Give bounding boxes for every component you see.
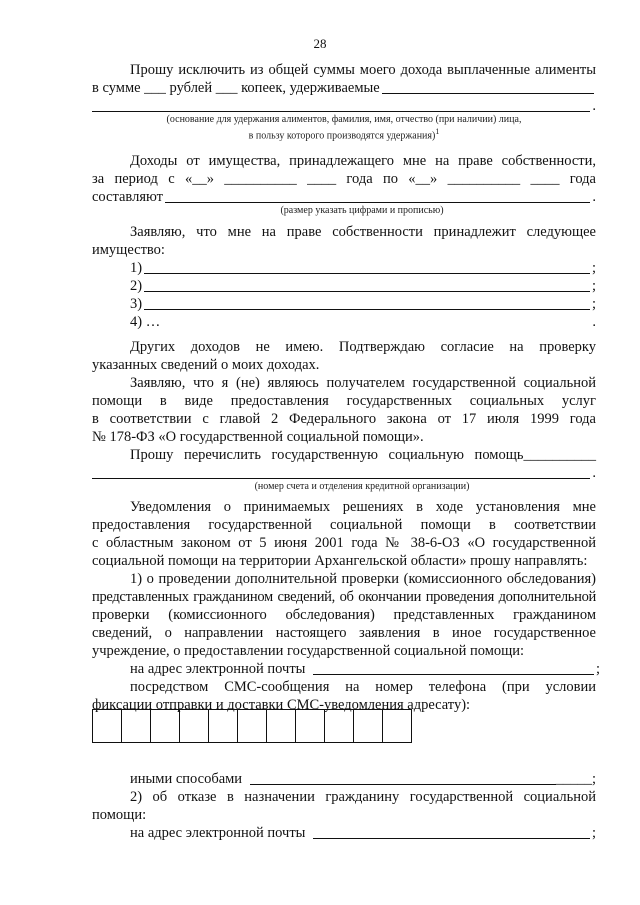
- property-list-line-2: имущество:: [92, 242, 165, 258]
- notify-item-1-line-3: проверки (комиссионного обследования) представленных гражданином: [92, 607, 596, 623]
- email-label-1: на адрес электронной почты: [130, 661, 306, 677]
- notify-item-1-line-4: сведений, о направлении настоящего заявления в иное государственное: [92, 625, 596, 641]
- transfer-account-field[interactable]: [92, 465, 590, 479]
- transfer-caption: (номер счета и отделения кредитной организации): [254, 481, 470, 492]
- notifications-line-3: с областным законом от 5 июня 2001 года № 38-6-ОЗ «О государственной: [92, 535, 596, 551]
- other-ways-field[interactable]: [250, 771, 556, 785]
- footnote-mark: 1: [435, 127, 440, 136]
- email-row-2: [130, 824, 596, 842]
- property-income-line-3-text: составляют: [92, 189, 163, 205]
- recipient-status-line-1: Заявляю, что я (не) являюсь получателем государственной социальной: [130, 375, 596, 391]
- phone-digit-cell[interactable]: [353, 709, 383, 743]
- property-item-2: [130, 277, 596, 295]
- notifications-line-4: социальной помощи на территории Архангельской области» прошу направлять:: [92, 553, 588, 569]
- property-item-1-field[interactable]: [144, 260, 590, 274]
- phone-digit-cell[interactable]: [92, 709, 122, 743]
- property-item-3-field[interactable]: [144, 296, 590, 310]
- property-income-line-3-end: .: [592, 189, 596, 205]
- email-row-1: [130, 660, 600, 678]
- transfer-line-1: Прошу перечислить государственную социальную помощь__________: [130, 447, 596, 463]
- property-item-2-num: 2): [130, 278, 143, 294]
- other-ways-label: иными способами: [130, 771, 243, 787]
- email-end-1: ;: [595, 661, 600, 677]
- alimony-line-1: Прошу исключить из общей суммы моего дохода выплаченные алименты: [130, 62, 596, 78]
- phone-digit-cell[interactable]: [208, 709, 238, 743]
- notify-item-1-line-2: представленных гражданином сведений, об окончании проведения дополнительной: [92, 589, 596, 605]
- property-item-3-num: 3): [130, 296, 143, 312]
- property-item-3-end: ;: [591, 296, 596, 312]
- alimony-line-3-end: .: [592, 98, 596, 114]
- alimony-caption-1: (основание для удержания алиментов, фамилия, имя, отчество (при наличии) лица,: [166, 114, 522, 125]
- notifications-line-2: предоставления государственной социальной помощи в соответствии: [92, 517, 596, 533]
- property-income-line-2: за период с «__» __________ ____ года по «__» __________ ____ года: [92, 171, 596, 187]
- no-other-income-line-2: указанных сведений о моих доходах.: [92, 357, 320, 373]
- email-label-2: на адрес электронной почты: [130, 825, 306, 841]
- property-income-caption: (размер указать цифрами и прописью): [280, 205, 444, 216]
- phone-number-cells[interactable]: [92, 709, 412, 743]
- alimony-line-2-text: в сумме ___ рублей ___ копеек, удерживаемые: [92, 80, 380, 96]
- notify-item-1-line-5: учреждение, о предоставлении государственной социальной помощи:: [92, 643, 525, 659]
- sms-line-1: посредством СМС-сообщения на номер телефона (при условии: [130, 679, 596, 695]
- property-income-line-3: [92, 188, 596, 206]
- phone-digit-cell[interactable]: [324, 709, 354, 743]
- page-number: 28: [313, 36, 327, 51]
- property-item-1-num: 1): [130, 260, 143, 276]
- property-item-1: [130, 259, 596, 277]
- recipient-status-line-3: в соответствии с главой 2 Федерального закона от 17 июля 1999 года: [92, 411, 596, 427]
- recipient-status-line-4: № 178-ФЗ «О государственной социальной помощи».: [92, 429, 424, 445]
- property-item-3: [130, 295, 596, 313]
- property-income-line-1: Доходы от имущества, принадлежащего мне на праве собственности,: [130, 153, 596, 169]
- property-item-2-end: ;: [591, 278, 596, 294]
- phone-digit-cell[interactable]: [295, 709, 325, 743]
- other-ways-tail: _____;: [555, 771, 596, 787]
- property-list-line-1: Заявляю, что мне на праве собственности принадлежит следующее: [130, 224, 596, 240]
- property-item-2-field[interactable]: [144, 278, 590, 292]
- notifications-line-1: Уведомления о принимаемых решениях в ходе установления мне: [130, 499, 596, 515]
- notify-item-2-line-2: помощи:: [92, 807, 147, 823]
- alimony-caption-2-text: в пользу которого производятся удержания): [248, 130, 436, 142]
- notify-item-2-line-1: 2) об отказе в назначении гражданину государственной социальной: [130, 789, 596, 805]
- no-other-income-line-1: Других доходов не имею. Подтверждаю согласие на проверку: [130, 339, 596, 355]
- email-field-2[interactable]: [313, 825, 590, 839]
- phone-digit-cell[interactable]: [121, 709, 151, 743]
- property-item-4-end: .: [592, 314, 596, 330]
- phone-digit-cell[interactable]: [150, 709, 180, 743]
- phone-digit-cell[interactable]: [237, 709, 267, 743]
- property-item-1-end: ;: [591, 260, 596, 276]
- transfer-line-2: [92, 464, 596, 482]
- alimony-withholding-field[interactable]: [382, 80, 594, 94]
- property-income-amount-field[interactable]: [165, 189, 590, 203]
- alimony-line-2: [92, 79, 596, 97]
- sms-line-2: фиксации отправки и доставки СМС-уведомления адресату):: [92, 697, 471, 713]
- alimony-caption-2: [92, 126, 596, 142]
- transfer-line-2-end: .: [592, 465, 596, 481]
- notify-item-1-line-1: 1) о проведении дополнительной проверки (комиссионного обследования): [130, 571, 596, 587]
- alimony-basis-field[interactable]: [92, 98, 590, 112]
- email-end-2: ;: [591, 825, 596, 841]
- email-field-1[interactable]: [313, 661, 594, 675]
- property-item-4-text: 4) …: [130, 314, 161, 330]
- property-item-4: [130, 313, 596, 331]
- phone-digit-cell[interactable]: [266, 709, 296, 743]
- phone-digit-cell[interactable]: [382, 709, 412, 743]
- other-ways-row: [130, 770, 596, 788]
- alimony-line-3: [92, 97, 596, 115]
- phone-digit-cell[interactable]: [179, 709, 209, 743]
- recipient-status-line-2: помощи в виде предоставления государственных социальных услуг: [92, 393, 596, 409]
